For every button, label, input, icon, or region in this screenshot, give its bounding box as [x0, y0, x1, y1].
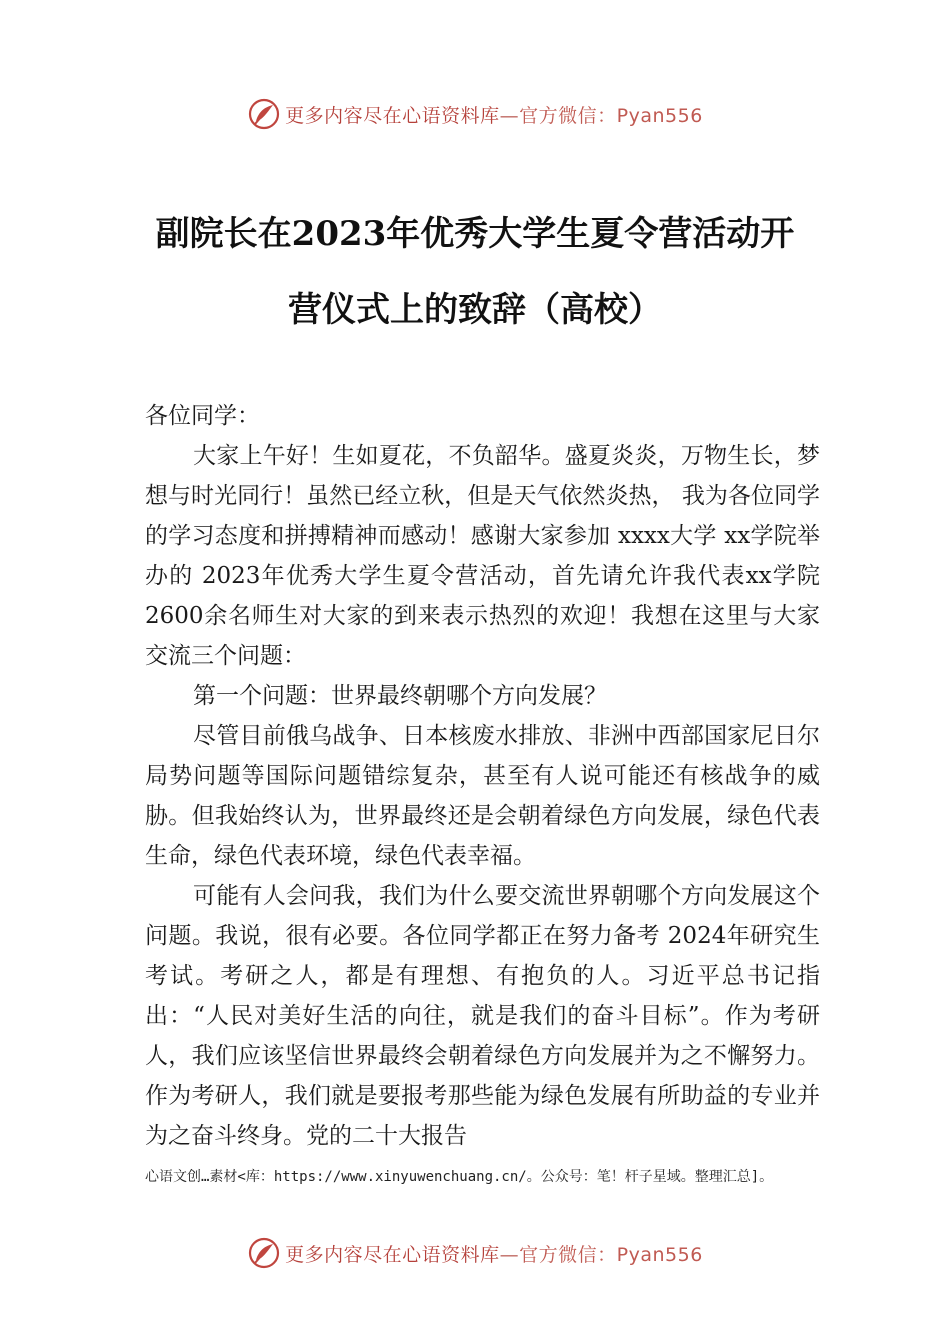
document-title-line-2: 营仪式上的致辞（高校）: [288, 290, 662, 330]
paragraph: 尽管目前俄乌战争、日本核废水排放、非洲中西部国家尼日尔局势问题等国际问题错综复杂，甚至有人说可能还有核战争的威胁。但我始终认为，世界最终还是会朝着绿色方向发展，绿色代表生命，绿色代表环境，绿色代表幸福。: [145, 723, 820, 869]
logo-icon: [247, 1236, 281, 1270]
salutation: 各位同学：: [145, 403, 260, 429]
banner-text: [285, 1240, 703, 1267]
logo-icon: [247, 97, 281, 131]
paragraph: 可能有人会问我，我们为什么要交流世界朝哪个方向发展这个问题。我说，很有必要。各位同学都正在努力备考 2024年研究生考试。考研之人，都是有理想、有抱负的人。习近平总书记指出：“人民对美好生活的向往，就是我们的奋斗目标”。作为考研人，我们应该坚信世界最终会朝着绿色方向发展并为之不懈努力。作为考研人，我们就是要报考那些能为绿色发展有所助益的专业并为之奋斗终身。党的二十大报告: [145, 883, 820, 1149]
banner-wechat-text: 官方微信：Pyan556: [519, 104, 703, 127]
banner-library-text: 更多内容尽在心语资料库: [285, 1243, 500, 1266]
paragraph: 大家上午好！生如夏花，不负韶华。盛夏炎炎，万物生长，梦想与时光同行！虽然已经立秋，但是天气依然炎热， 我为各位同学的学习态度和拼搏精神而感动！感谢大家参加 xxxx大学 xx学院举办的 2023年优秀大学生夏令营活动，首先请允许我代表xx学院 2600余名师生对大家的到来表示热烈的欢迎！我想在这里与大家交流三个问题：: [145, 443, 820, 669]
footer-banner: [0, 1233, 950, 1273]
banner-separator: —: [499, 1243, 520, 1266]
footnote: 心语文创…素材<库：https://www.xinyuwenchuang.cn/。公众号：笔！杆子星域。整理汇总]。: [145, 1169, 774, 1185]
banner-library-text: 更多内容尽在心语资料库: [285, 104, 500, 127]
document-body: [145, 396, 820, 1156]
banner-wechat-text: 官方微信：Pyan556: [519, 1243, 703, 1266]
paragraph: 第一个问题：世界最终朝哪个方向发展？: [193, 683, 607, 709]
document-title-line-1: 副院长在2023年优秀大学生夏令营活动开: [155, 214, 795, 254]
banner-text: [285, 101, 703, 128]
banner-separator: —: [499, 104, 520, 127]
header-banner: [0, 94, 950, 134]
